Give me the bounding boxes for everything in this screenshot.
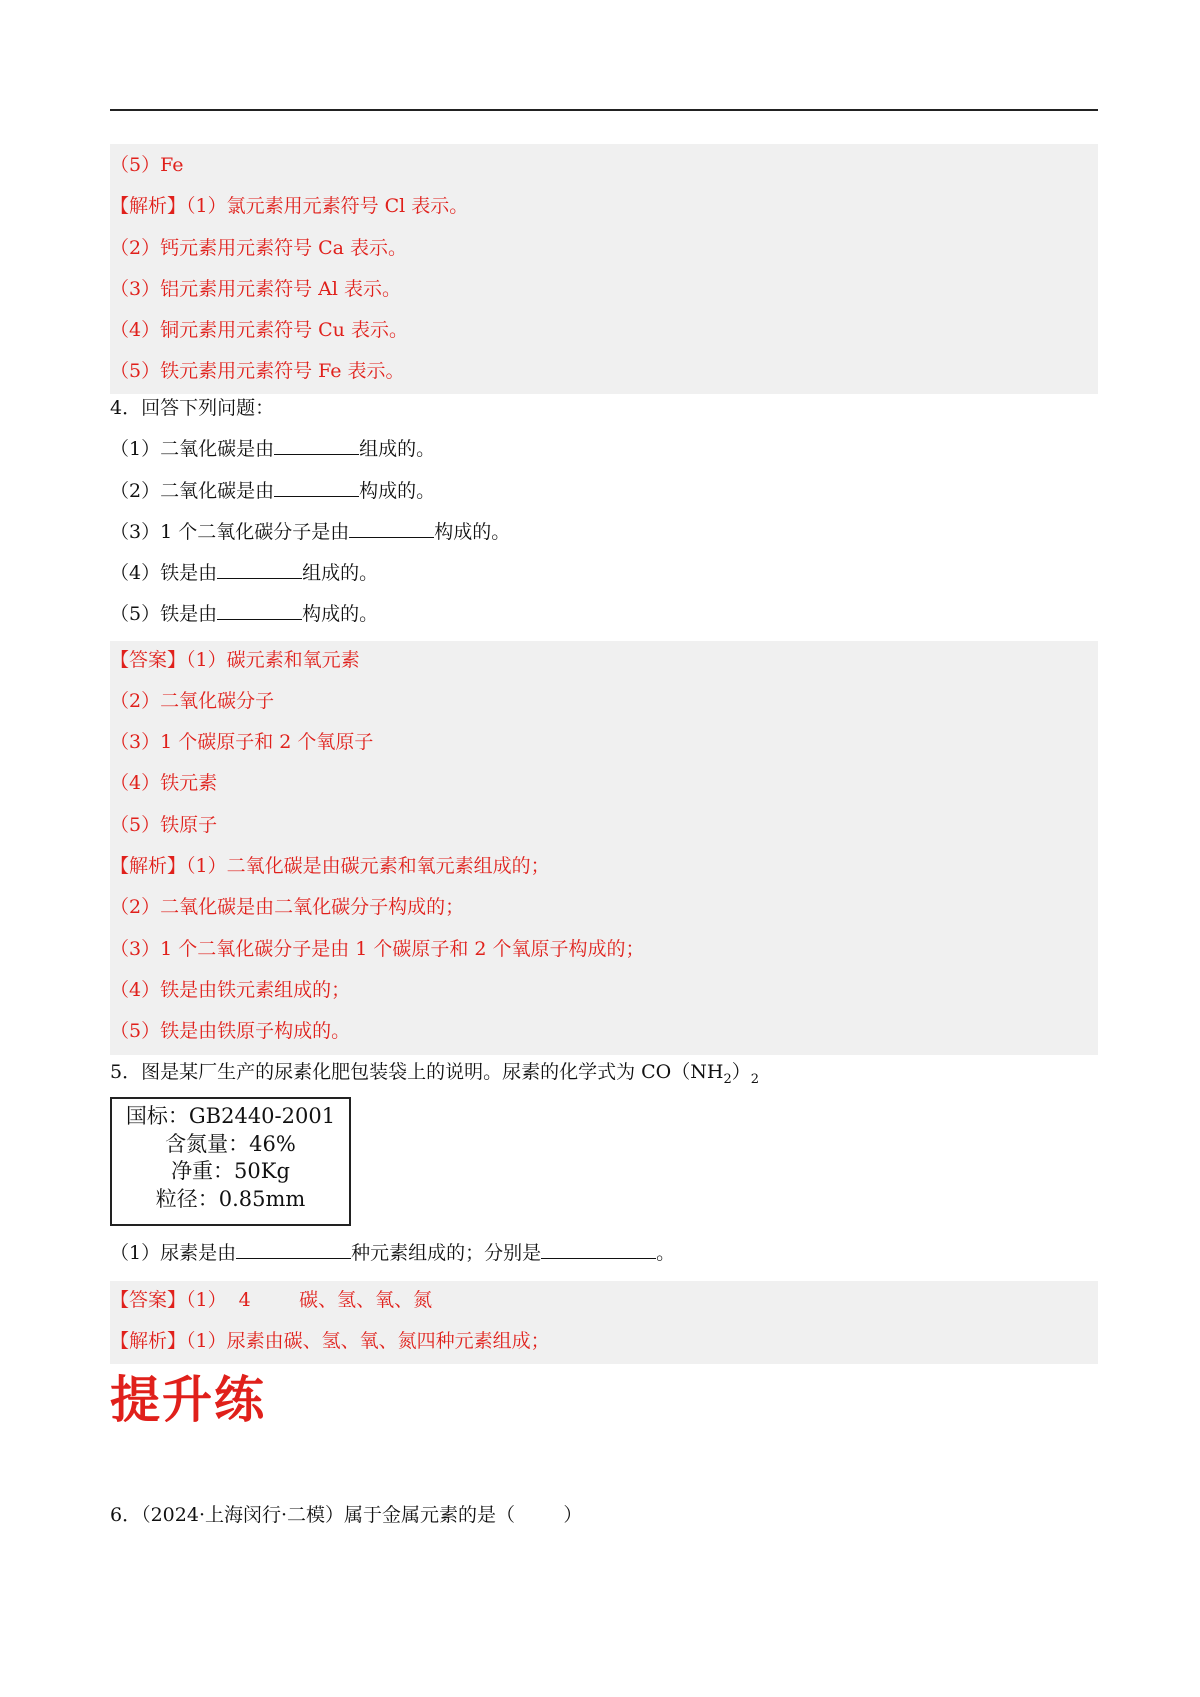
label-standard: 国标：GB2440-2001 — [125, 1104, 336, 1128]
q4-item-2: （2）二氧化碳是由 构成的。 — [110, 471, 435, 512]
q4-analysis-4: （4）铁是由铁元素组成的； — [110, 979, 351, 1001]
q6-stem: 6．（2024·上海闵行·二模）属于金属元素的是（ ） — [110, 1504, 583, 1526]
q4-analysis-3: （3）1 个二氧化碳分子是由 1 个碳原子和 2 个氧原子构成的； — [110, 938, 645, 960]
q4-stem: 4．回答下列问题： — [110, 397, 275, 419]
answer-blank[interactable] — [274, 432, 359, 455]
label-net-weight: 净重：50Kg — [171, 1159, 290, 1183]
q4-item-3: （3）1 个二氧化碳分子是由 构成的。 — [110, 512, 510, 553]
q4-solution-block — [110, 641, 1098, 1055]
answer-blank[interactable] — [274, 474, 359, 497]
fertilizer-label-box — [110, 1097, 351, 1226]
q4-item-4: （4）铁是由 组成的。 — [110, 553, 378, 594]
section-heading: 提升练 — [110, 1371, 266, 1429]
label-particle-size: 粒径：0.85mm — [155, 1186, 306, 1211]
q4-answer-3: （3）1 个碳原子和 2 个氧原子 — [110, 731, 374, 753]
q4-analysis-1: 【解析】（1）二氧化碳是由碳元素和氧元素组成的； — [110, 855, 550, 877]
q3-analysis-2: （2）钙元素用元素符号 Ca 表示。 — [110, 237, 408, 259]
answer-blank[interactable] — [541, 1236, 656, 1259]
q5-answer: 【答案】（1） 4 碳、氢、氧、氮 — [110, 1289, 433, 1311]
q4-analysis-5: （5）铁是由铁原子构成的。 — [110, 1020, 351, 1042]
answer-blank[interactable] — [217, 556, 302, 579]
q3-analysis-1: 【解析】（1）氯元素用元素符号 Cl 表示。 — [110, 195, 469, 217]
q3-analysis-4: （4）铜元素用元素符号 Cu 表示。 — [110, 319, 408, 341]
q4-item-1: （1）二氧化碳是由 组成的。 — [110, 429, 435, 470]
q5-solution-block — [110, 1281, 1098, 1364]
q4-analysis-2: （2）二氧化碳是由二氧化碳分子构成的； — [110, 896, 465, 918]
q3-answer-line: （5）Fe — [110, 154, 184, 176]
answer-blank[interactable] — [217, 597, 302, 620]
q4-item-5: （5）铁是由 构成的。 — [110, 594, 378, 635]
q3-analysis-3: （3）铝元素用元素符号 Al 表示。 — [110, 278, 401, 300]
label-nitrogen: 含氮量：46% — [165, 1131, 296, 1156]
answer-blank[interactable] — [236, 1236, 351, 1259]
q4-answer-4: （4）铁元素 — [110, 772, 218, 794]
q4-answer-1: 【答案】（1）碳元素和氧元素 — [110, 649, 360, 671]
q5-analysis: 【解析】（1）尿素由碳、氢、氧、氮四种元素组成； — [110, 1330, 550, 1352]
q3-analysis-5: （5）铁元素用元素符号 Fe 表示。 — [110, 360, 405, 382]
answer-blank[interactable] — [349, 515, 434, 538]
q5-stem: 5．图是某厂生产的尿素化肥包装袋上的说明。尿素的化学式为 $CO(NH_2)_2$ — [110, 1061, 760, 1087]
q5-item-1: （1）尿素是由 种元素组成的；分别是 。 — [110, 1233, 675, 1274]
q3-solution-block — [110, 144, 1098, 394]
q4-answer-2: （2）二氧化碳分子 — [110, 690, 275, 712]
q4-answer-5: （5）铁原子 — [110, 814, 218, 836]
header-rule — [110, 109, 1098, 111]
